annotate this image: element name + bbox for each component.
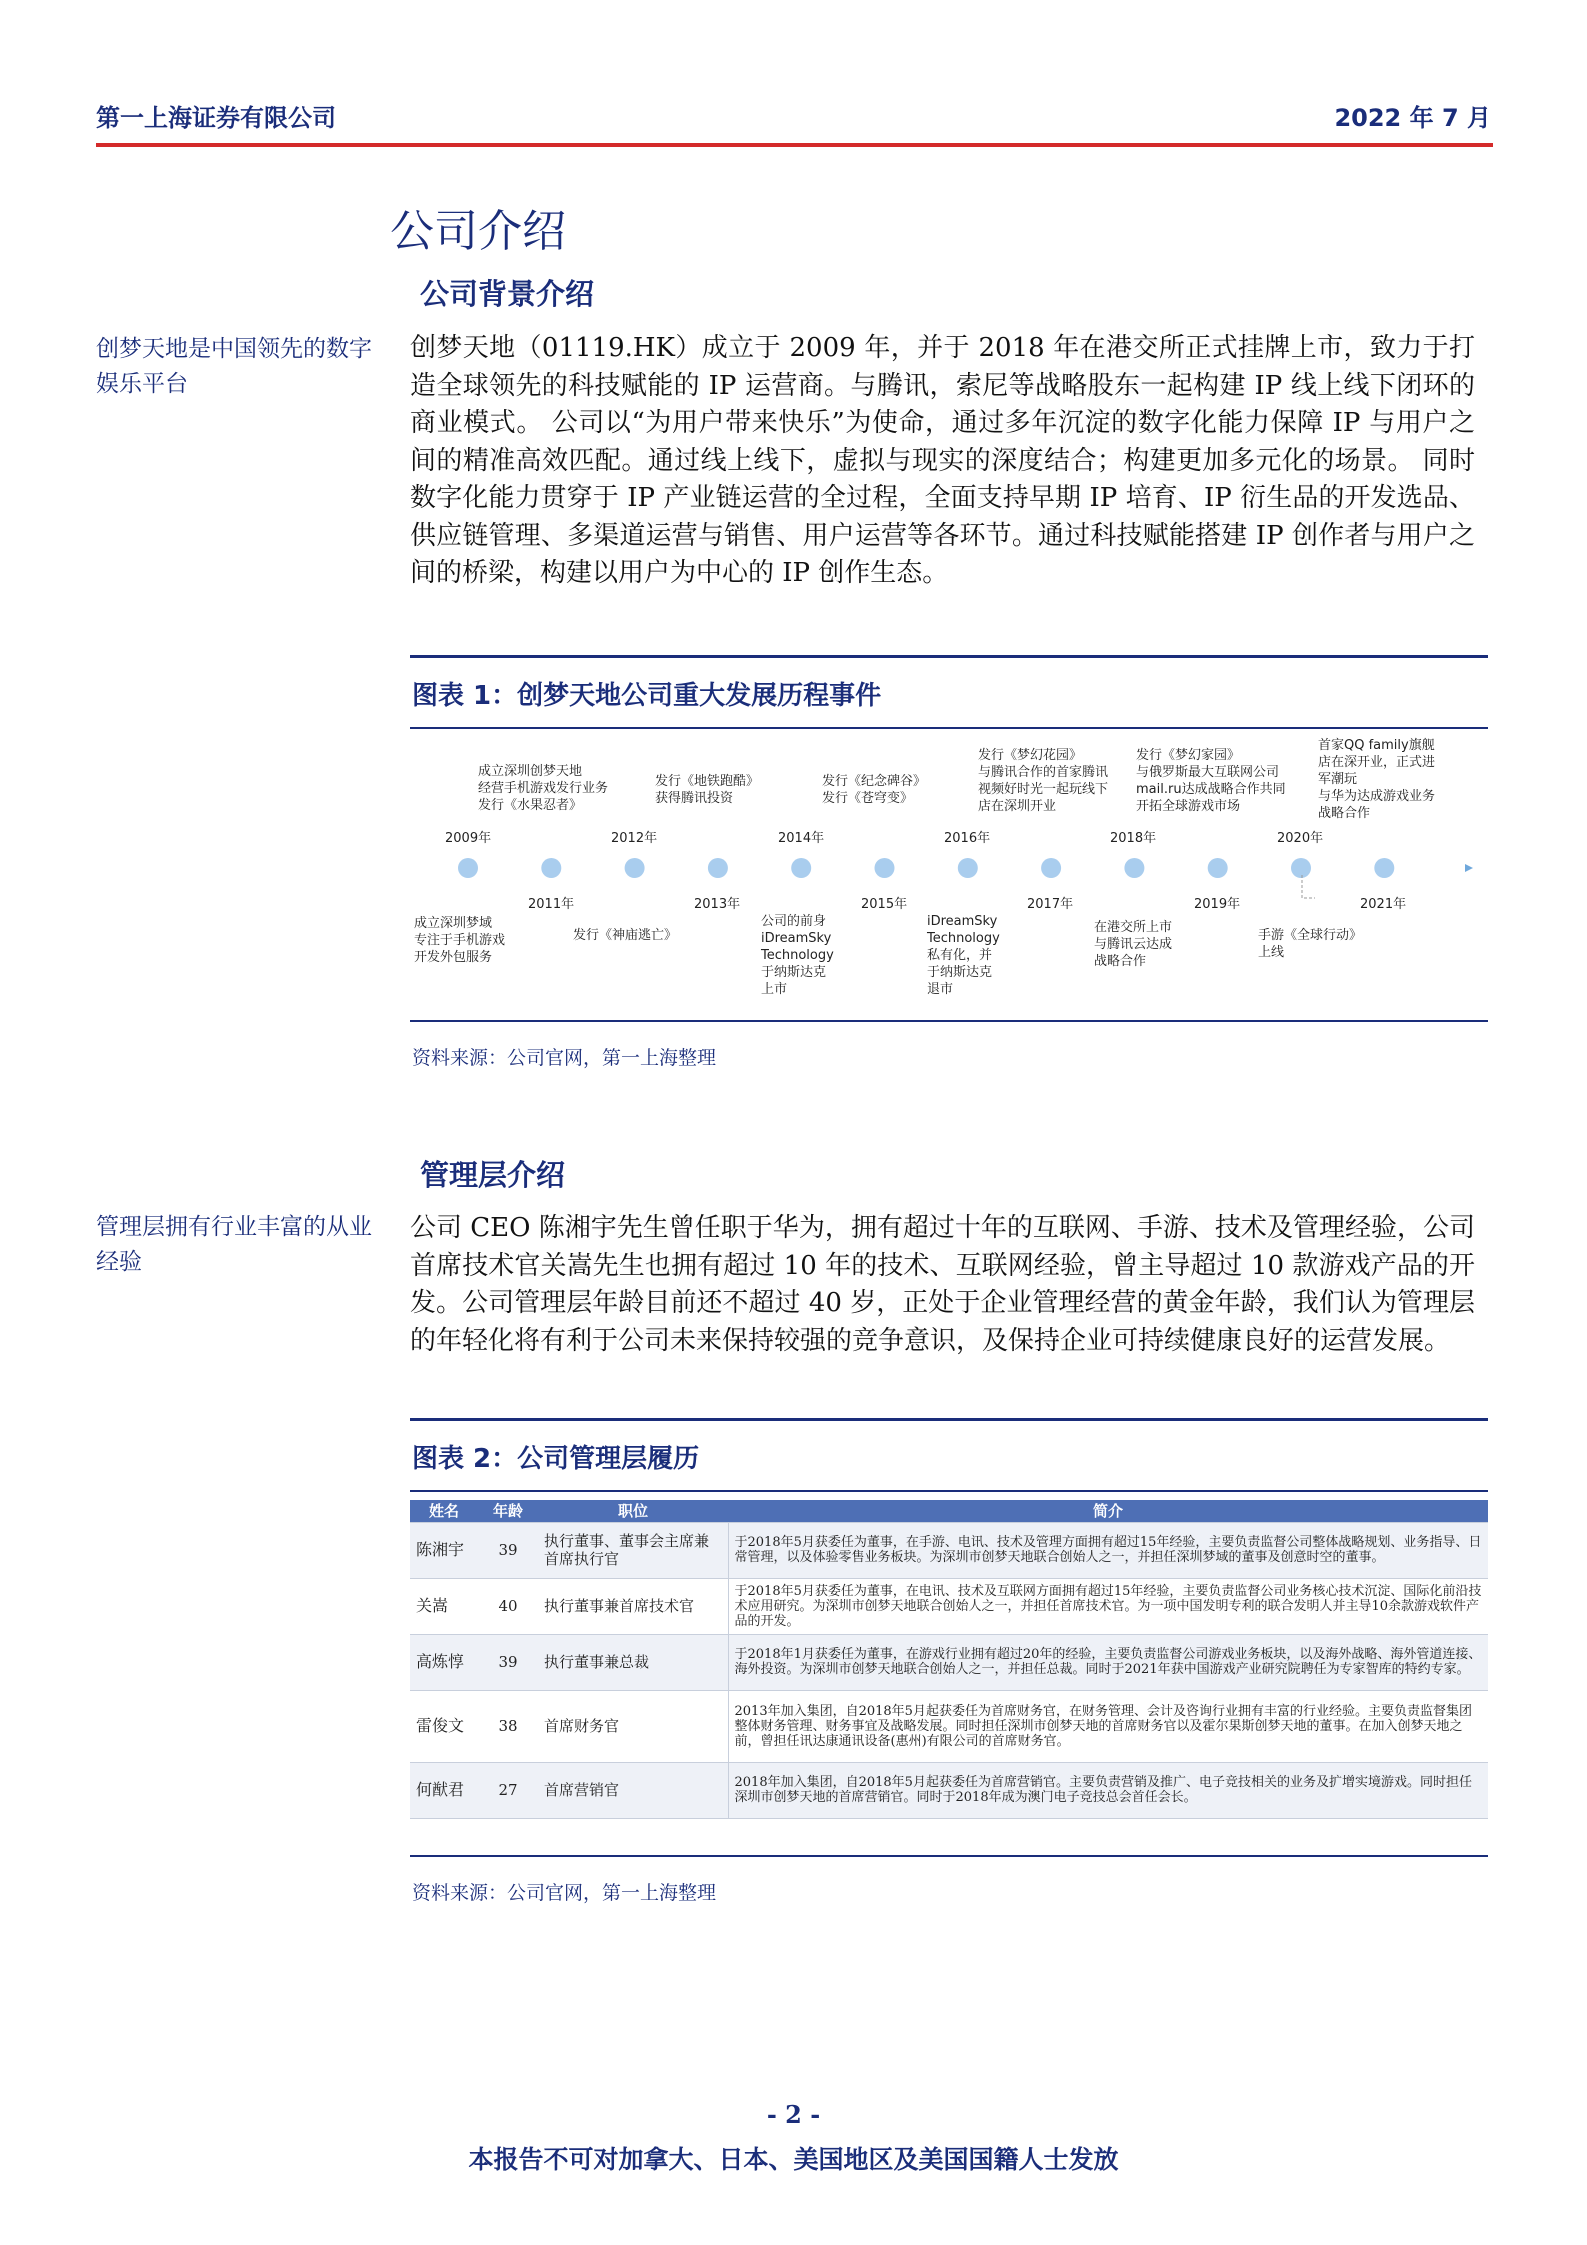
table-row bbox=[410, 1522, 1488, 1578]
exec-age: 39 bbox=[478, 1634, 538, 1690]
exec-age: 40 bbox=[478, 1578, 538, 1634]
background-side-note: 创梦天地是中国领先的数字娱乐平台 bbox=[96, 336, 372, 397]
timeline-event: 成立深圳创梦天地 经营手机游戏发行业务 发行《水果忍者》 bbox=[478, 764, 609, 813]
exec-name: 雷俊文 bbox=[410, 1690, 478, 1762]
timeline-year-label: 2017年 bbox=[1027, 897, 1074, 912]
timeline-year-label: 2012年 bbox=[611, 831, 658, 846]
figure2-title-rule bbox=[410, 1490, 1488, 1492]
figure2-source: 资料来源：公司官网，第一上海整理 bbox=[412, 1882, 717, 1904]
timeline-milestone-dot bbox=[958, 858, 978, 878]
background-subtitle: 公司背景介绍 bbox=[420, 277, 595, 311]
exec-bio: 2013年加入集团，自2018年5月起获委任为首席财务官，在财务管理、会计及咨询行业拥有丰富的行业经验。主要负责监督集团整体财务管理、财务事宜及战略发展。同时担任深圳市创梦天地的首席财务官以及霍尔果斯创梦天地的董事。在加入创梦天地之前，曾担任讯达康通讯设备(惠州)有限公司的首席财务官。 bbox=[728, 1690, 1488, 1762]
timeline-event: 首家QQ family旗舰 店在深开业，正式进 军潮玩 与华为达成游戏业务 战略合作 bbox=[1318, 738, 1436, 821]
exec-name: 何猷君 bbox=[410, 1762, 478, 1818]
column-header: 姓名 bbox=[410, 1500, 478, 1522]
timeline-event: 发行《梦幻花园》 与腾讯合作的首家腾讯 视频好时光一起玩线下 店在深圳开业 bbox=[978, 748, 1109, 814]
figure1-title: 图表 1：创梦天地公司重大发展历程事件 bbox=[412, 681, 882, 711]
exec-name: 关嵩 bbox=[410, 1578, 478, 1634]
timeline-year-label: 2016年 bbox=[944, 831, 991, 846]
column-header: 年龄 bbox=[478, 1500, 538, 1522]
timeline-event: iDreamSky Technology 私有化，并 于纳斯达克 退市 bbox=[927, 914, 1000, 997]
management-table bbox=[410, 1500, 1488, 1819]
timeline-milestone-dot bbox=[541, 858, 561, 878]
timeline-year-label: 2013年 bbox=[694, 897, 741, 912]
table-row bbox=[410, 1690, 1488, 1762]
timeline-year-label: 2021年 bbox=[1360, 897, 1407, 912]
exec-position: 首席营销官 bbox=[538, 1762, 728, 1818]
exec-age: 39 bbox=[478, 1522, 538, 1578]
section-title: 公司介绍 bbox=[390, 206, 566, 257]
timeline-year-label: 2009年 bbox=[445, 831, 492, 846]
timeline-milestone-dot bbox=[1208, 858, 1228, 878]
figure1-source: 资料来源：公司官网，第一上海整理 bbox=[412, 1047, 717, 1069]
figure1-top-rule bbox=[410, 655, 1488, 658]
figure1-title-rule bbox=[410, 727, 1488, 729]
company-name: 第一上海证券有限公司 bbox=[96, 104, 336, 132]
exec-position: 执行董事、董事会主席兼首席执行官 bbox=[538, 1522, 728, 1578]
table-row bbox=[410, 1762, 1488, 1818]
figure2-title: 图表 2：公司管理层履历 bbox=[412, 1444, 700, 1474]
exec-age: 38 bbox=[478, 1690, 538, 1762]
management-subtitle: 管理层介绍 bbox=[420, 1158, 566, 1192]
exec-position: 执行董事兼总裁 bbox=[538, 1634, 728, 1690]
figure1-bottom-rule bbox=[410, 1020, 1488, 1022]
timeline-year-label: 2011年 bbox=[528, 897, 575, 912]
exec-age: 27 bbox=[478, 1762, 538, 1818]
timeline-year-label: 2014年 bbox=[778, 831, 825, 846]
column-header: 简介 bbox=[728, 1500, 1488, 1522]
exec-bio: 2018年加入集团，自2018年5月起获委任为首席营销官。主要负责营销及推广、电子竞技相关的业务及扩增实境游戏。同时担任深圳市创梦天地的首席营销官。同时于2018年成为澳门电子竞技总会首任会长。 bbox=[728, 1762, 1488, 1818]
timeline-year-label: 2019年 bbox=[1194, 897, 1241, 912]
timeline-milestone-dot bbox=[875, 858, 895, 878]
timeline-event: 发行《梦幻家园》 与俄罗斯最大互联网公司 mail.ru达成战略合作共同 开拓全球游戏市场 bbox=[1136, 748, 1286, 814]
timeline-year-label: 2020年 bbox=[1277, 831, 1324, 846]
timeline-milestone-dot bbox=[1124, 858, 1144, 878]
timeline-event: 发行《纪念碑谷》 发行《苍穹变》 bbox=[822, 774, 927, 806]
timeline-event: 成立深圳梦域 专注于手机游戏 开发外包服务 bbox=[414, 916, 506, 965]
timeline-milestone-dot bbox=[458, 858, 478, 878]
exec-bio: 于2018年5月获委任为董事，在手游、电讯、技术及管理方面拥有超过15年经验，主要负责监督公司整体战略规划、业务指导、日常管理，以及体验零售业务板块。为深圳市创梦天地联合创始人之一，并担任深圳梦域的董事及创意时空的董事。 bbox=[728, 1522, 1488, 1578]
exec-name: 高炼惇 bbox=[410, 1634, 478, 1690]
management-paragraph: 公司 CEO 陈湘宇先生曾任职于华为，拥有超过十年的互联网、手游、技术及管理经验，公司首席技术官关嵩先生也拥有超过 10 年的技术、互联网经验，曾主导超过 10 款游戏产品的开发。公司管理层年龄目前还不超过 40 岁，正处于企业管理经营的黄金年龄，我们认为管理层的年轻化将有利于公司未来保持较强的竞争意识，及保持企业可持续健康良好的运营发展。 bbox=[410, 1213, 1475, 1356]
exec-position: 首席财务官 bbox=[538, 1690, 728, 1762]
report-date: 2022 年 7 月 bbox=[1334, 104, 1491, 132]
timeline-year-label: 2015年 bbox=[861, 897, 908, 912]
figure2-top-rule bbox=[410, 1418, 1488, 1421]
timeline-event: 公司的前身 iDreamSky Technology 于纳斯达克 上市 bbox=[761, 914, 834, 997]
timeline-event: 在港交所上市 与腾讯云达成 战略合作 bbox=[1094, 920, 1173, 969]
timeline-milestone-dot bbox=[1291, 858, 1311, 878]
table-row bbox=[410, 1634, 1488, 1690]
figure2-bottom-rule bbox=[410, 1855, 1488, 1857]
exec-bio: 于2018年1月获委任为董事，在游戏行业拥有超过20年的经验，主要负责监督公司游戏业务板块，以及海外战略、海外管道连接、海外投资。为深圳市创梦天地联合创始人之一，并担任总裁。同时于2021年获中国游戏产业研究院聘任为专家智库的特约专家。 bbox=[728, 1634, 1488, 1690]
footer-disclaimer: 本报告不可对加拿大、日本、美国地区及美国国籍人士发放 bbox=[468, 2145, 1119, 2174]
timeline-chart bbox=[410, 735, 1488, 1010]
header-divider bbox=[96, 143, 1493, 147]
timeline-milestone-dot bbox=[791, 858, 811, 878]
table-header-row bbox=[410, 1500, 1488, 1522]
column-header: 职位 bbox=[538, 1500, 728, 1522]
timeline-event: 发行《神庙逃亡》 bbox=[573, 928, 678, 943]
exec-position: 执行董事兼首席技术官 bbox=[538, 1578, 728, 1634]
timeline-milestone-dot bbox=[708, 858, 728, 878]
exec-name: 陈湘宇 bbox=[410, 1522, 478, 1578]
page-number: - 2 - bbox=[766, 2100, 821, 2129]
timeline-event: 发行《地铁跑酷》 获得腾讯投资 bbox=[655, 774, 760, 806]
timeline-year-label: 2018年 bbox=[1110, 831, 1157, 846]
background-paragraph: 创梦天地（01119.HK）成立于 2009 年，并于 2018 年在港交所正式挂牌上市，致力于打造全球领先的科技赋能的 IP 运营商。与腾讯，索尼等战略股东一起构建 IP 线上线下闭环的商业模式。 公司以“为用户带来快乐”为使命，通过多年沉淀的数字化能力保障 IP 与用户之间的精准高效匹配。通过线上线下，虚拟与现实的深度结合；构建更加多元化的场景。 同时数字化能力贯穿于 IP 产业链运营的全过程，全面支持早期 IP 培育、IP 衍生品的开发选品、供应链管理、多渠道运营与销售、用户运营等各环节。通过科技赋能搭建 IP 创作者与用户之间的桥梁，构建以用户为中心的 IP 创作生态。 bbox=[410, 333, 1475, 588]
management-side-note: 管理层拥有行业丰富的从业经验 bbox=[96, 1214, 372, 1275]
table-row bbox=[410, 1578, 1488, 1634]
timeline-milestone-dot bbox=[1041, 858, 1061, 878]
timeline-milestone-dot bbox=[625, 858, 645, 878]
timeline-milestone-dot bbox=[1374, 858, 1394, 878]
timeline-event: 手游《全球行动》 上线 bbox=[1258, 928, 1363, 960]
exec-bio: 于2018年5月获委任为董事，在电讯、技术及互联网方面拥有超过15年经验，主要负责监督公司业务核心技术沉淀、国际化前沿技术应用研究。为深圳市创梦天地联合创始人之一，并担任首席技术官。为一项中国发明专利的联合发明人并主导10余款游戏软件产品的开发。 bbox=[728, 1578, 1488, 1634]
